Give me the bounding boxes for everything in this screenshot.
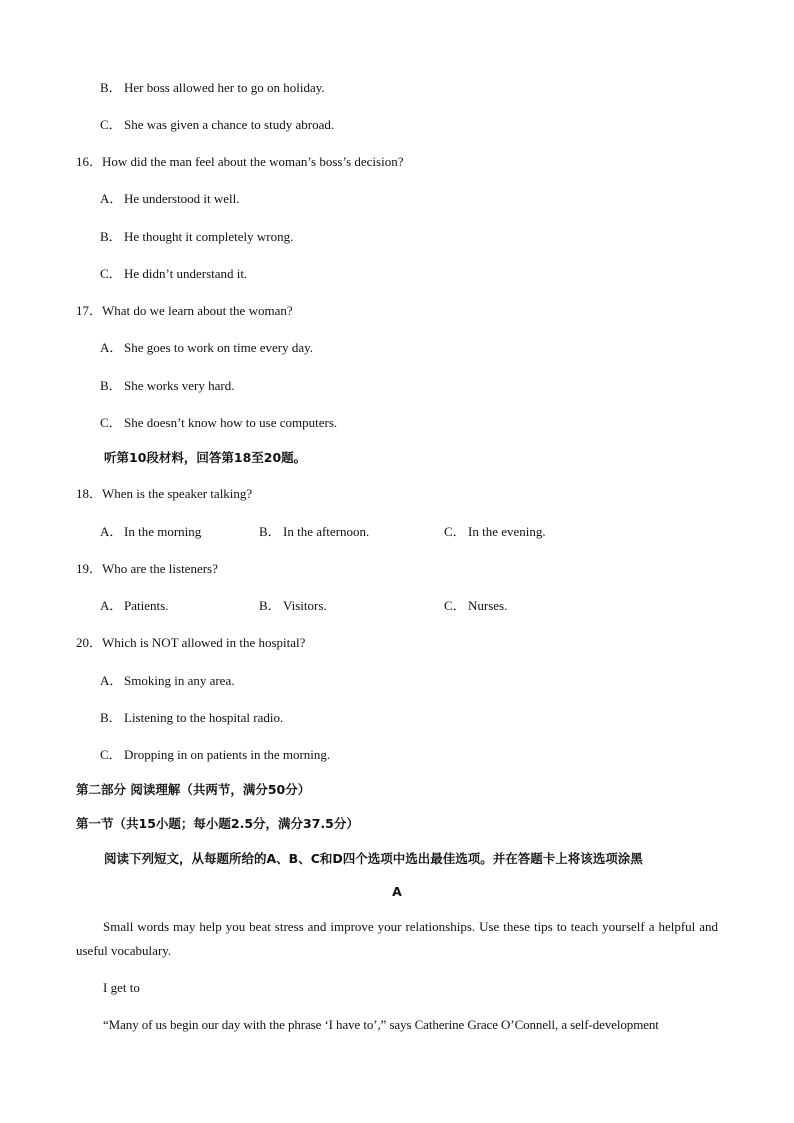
- option-text: Her boss allowed her to go on holiday.: [124, 80, 325, 95]
- q19-option-c: [444, 598, 507, 614]
- q15-option-b: [100, 80, 325, 96]
- option-text: Patients.: [124, 598, 169, 613]
- option-label: B．: [100, 378, 122, 393]
- option-text: He understood it well.: [124, 191, 240, 206]
- q17-option-a: [100, 340, 313, 356]
- passage-paragraph-2: I get to: [103, 980, 140, 995]
- option-label: B．: [100, 80, 122, 95]
- option-text: She goes to work on time every day.: [124, 340, 314, 355]
- option-text: In the evening.: [468, 524, 546, 539]
- question-text: When is the speaker talking?: [102, 486, 253, 501]
- option-label: B．: [100, 710, 122, 725]
- q20-stem: [76, 635, 305, 651]
- option-text: Visitors.: [283, 598, 327, 613]
- option-text: She doesn’t know how to use computers.: [124, 415, 338, 430]
- q15-option-c: [100, 117, 334, 133]
- q20-option-a: [100, 673, 234, 689]
- section10-instruction: 听第10段材料，回答第18至20题。: [104, 450, 307, 465]
- q18-option-b: [259, 524, 369, 540]
- question-number: 16．: [76, 154, 103, 169]
- option-text: Dropping in on patients in the morning.: [124, 747, 331, 762]
- option-label: A．: [100, 673, 123, 688]
- q17-option-b: [100, 378, 234, 394]
- option-text: In the morning: [124, 524, 202, 539]
- passage-paragraph-3: “Many of us begin our day with the phrase ‘I have to’,” says Catherine Grace O’Connell, a self-development: [103, 1017, 659, 1032]
- option-text: Nurses.: [468, 598, 508, 613]
- question-text: How did the man feel about the woman’s boss’s decision?: [102, 154, 404, 169]
- option-label: C．: [444, 524, 466, 539]
- q18-option-c: [444, 524, 546, 540]
- q16-option-a: [100, 191, 240, 207]
- passage-letter: A: [392, 884, 402, 899]
- option-text: He thought it completely wrong.: [124, 229, 294, 244]
- option-label: C．: [100, 117, 122, 132]
- q18-option-a: [100, 524, 201, 540]
- question-text: Which is NOT allowed in the hospital?: [102, 635, 306, 650]
- option-label: C．: [444, 598, 466, 613]
- q16-stem: [76, 154, 404, 170]
- option-label: A．: [100, 598, 123, 613]
- q18-stem: [76, 486, 252, 502]
- q16-option-b: [100, 229, 293, 245]
- q19-option-b: [259, 598, 327, 614]
- option-label: B．: [259, 524, 281, 539]
- option-text: He didn’t understand it.: [124, 266, 248, 281]
- passage-paragraph-1: Small words may help you beat stress and improve your relationships. Use these tips to teach yourself a helpful and useful vocabulary.: [76, 919, 718, 958]
- option-label: B．: [100, 229, 122, 244]
- q19-stem: [76, 561, 218, 577]
- question-number: 20．: [76, 635, 103, 650]
- option-label: C．: [100, 415, 122, 430]
- option-text: Listening to the hospital radio.: [124, 710, 284, 725]
- option-text: Smoking in any area.: [124, 673, 235, 688]
- q17-stem: [76, 303, 293, 319]
- option-label: C．: [100, 266, 122, 281]
- question-number: 18．: [76, 486, 103, 501]
- question-number: 19．: [76, 561, 103, 576]
- option-text: In the afternoon.: [283, 524, 370, 539]
- option-label: B．: [259, 598, 281, 613]
- reading-instruction: 阅读下列短文，从每题所给的A、B、C和D四个选项中选出最佳选项。并在答题卡上将该选项涂黑: [104, 851, 643, 866]
- q20-option-c: [100, 747, 330, 763]
- question-text: Who are the listeners?: [102, 561, 218, 576]
- q16-option-c: [100, 266, 247, 282]
- option-label: A．: [100, 524, 123, 539]
- option-label: C．: [100, 747, 122, 762]
- option-label: A．: [100, 191, 123, 206]
- q19-option-a: [100, 598, 168, 614]
- section1-heading: 第一节（共15小题；每小题2.5分，满分37.5分）: [76, 816, 359, 831]
- q17-option-c: [100, 415, 337, 431]
- option-text: She works very hard.: [124, 378, 235, 393]
- question-number: 17．: [76, 303, 103, 318]
- option-text: She was given a chance to study abroad.: [124, 117, 335, 132]
- part2-heading: 第二部分 阅读理解（共两节，满分50分）: [76, 782, 311, 797]
- option-label: A．: [100, 340, 123, 355]
- q20-option-b: [100, 710, 283, 726]
- question-text: What do we learn about the woman?: [102, 303, 293, 318]
